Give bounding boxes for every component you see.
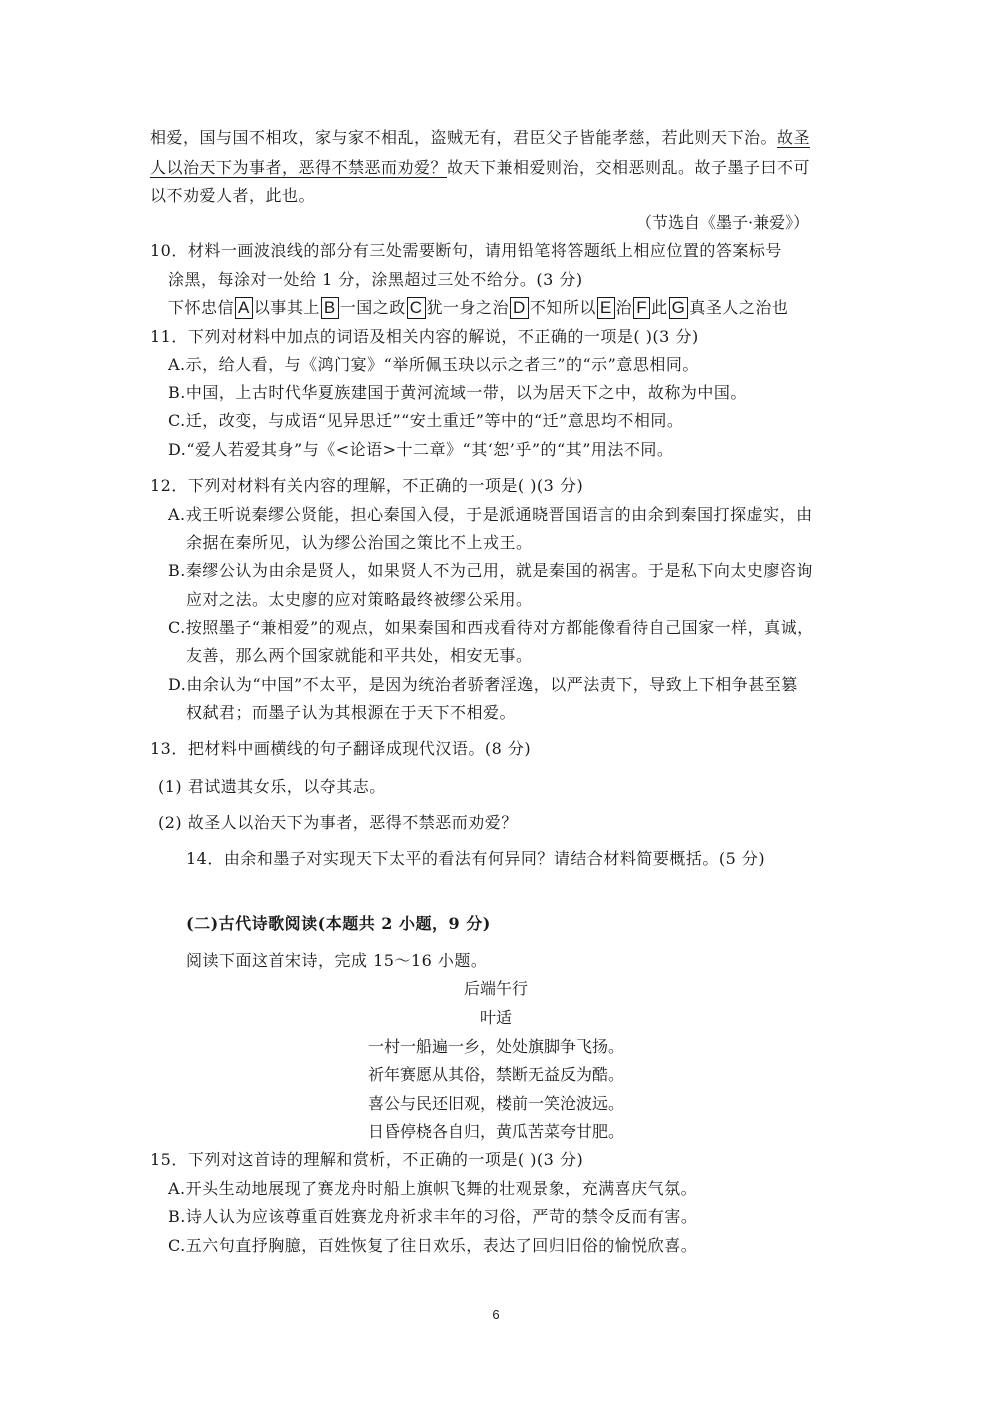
marker-box-b: B	[321, 297, 339, 319]
segment-text: 下怀忠信	[168, 298, 235, 317]
marker-box-e: E	[597, 297, 615, 319]
q12-option-b-line-2: 应对之法。太史廖的应对策略最终被缪公采用。	[186, 590, 533, 609]
poem-title: 后端午行	[463, 979, 528, 998]
segment-text: 真圣人之治也	[689, 298, 789, 317]
segment-text: 犹一身之治	[426, 298, 510, 317]
q12-option-b-line-1: B.秦缪公认为由余是贤人，如果贤人不为己用，就是秦国的祸害。于是私下向太史廖咨询	[168, 561, 813, 580]
q12-option-c-line-2: 友善，那么两个国家就能和平共处，相安无事。	[186, 646, 533, 665]
segment-text: 不知所以	[529, 298, 596, 317]
q11-option-b: B.中国，上古时代华夏族建国于黄河流域一带，以为居天下之中，故称为中国。	[168, 383, 747, 402]
poem-line: 一村一船遍一乡，处处旗脚争飞扬。	[367, 1037, 624, 1056]
q13-sentence-2: (2) 故圣人以治天下为事者，恶得不禁恶而劝爱？	[158, 813, 518, 832]
q15-option-b: B.诗人认为应该尊重百姓赛龙舟祈求丰年的习俗，严苛的禁令反而有害。	[168, 1207, 698, 1226]
section-intro: 阅读下面这首宋诗，完成 15～16 小题。	[186, 951, 488, 970]
passage-line-1	[150, 128, 810, 148]
q12-option-d-line-1: D.由余认为“中国”不太平，是因为统治者骄奢淫逸，以严法责下，导致上下相争甚至篡	[168, 675, 798, 694]
q15-stem: 15．下列对这首诗的理解和赏析，不正确的一项是( )(3 分)	[150, 1150, 584, 1169]
q14-stem: 14．由余和墨子对实现天下太平的看法有何异同？请结合材料简要概括。(5 分)	[186, 849, 766, 868]
q10-segmentation-line	[168, 297, 788, 319]
marker-box-c: C	[407, 297, 426, 319]
q10-stem-line-1: 10．材料一画波浪线的部分有三处需要断句，请用铅笔将答题纸上相应位置的答案标号	[150, 241, 782, 260]
page-number: 6	[492, 1307, 500, 1322]
q15-option-a: A.开头生动地展现了赛龙舟时船上旗帜飞舞的壮观景象，充满喜庆气氛。	[168, 1179, 698, 1198]
q10-stem-line-2: 涂黑，每涂对一处给 1 分，涂黑超过三处不给分。(3 分)	[168, 270, 583, 289]
marker-box-a: A	[235, 297, 253, 319]
q11-option-d: D.“爱人若爱其身”与《<论语>十二章》“其‘恕’乎”的“其”用法不同。	[168, 440, 674, 459]
q12-option-c-line-1: C.按照墨子“兼相爱”的观点，如果秦国和西戎看待对方都能像看待自己国家一样，真诚，	[168, 618, 814, 637]
segment-text: 一国之政	[339, 298, 406, 317]
poem-line: 日昏停桡各自归，黄瓜苦菜夸甘肥。	[367, 1122, 624, 1141]
q11-option-c: C.迁，改变，与成语“见异思迁”“安土重迁”等中的“迁”意思均不相同。	[168, 411, 684, 430]
marker-box-g: G	[669, 297, 689, 319]
q13-sentence-1: (1) 君试遗其女乐，以夺其志。	[158, 777, 386, 796]
q12-option-a-line-2: 余据在秦所见，认为缪公治国之策比不上戎王。	[186, 533, 533, 552]
passage-line-2	[150, 158, 810, 178]
passage-source: （节选自《墨子·兼爱》）	[636, 213, 810, 232]
passage-line-3: 以不劝爱人者，此也。	[150, 186, 316, 205]
poem-line: 喜公与民还旧观，楼前一笑沧波远。	[367, 1094, 624, 1113]
segment-text: 治	[615, 298, 633, 317]
passage-text: 故天下兼相爱则治，交相恶则乱。故子墨子曰不可	[447, 158, 811, 177]
q12-option-d-line-2: 权弑君；而墨子认为其根源在于天下不相爱。	[186, 703, 517, 722]
marker-box-d: D	[510, 297, 529, 319]
section-heading: (二)古代诗歌阅读(本题共 2 小题，9 分)	[186, 914, 491, 933]
underlined-sentence: 人以治天下为事者，恶得不禁恶而劝爱？	[150, 158, 448, 177]
q12-option-a-line-1: A.戎王听说秦缪公贤能，担心秦国入侵，于是派通晓晋国语言的由余到秦国打探虚实，由	[168, 505, 813, 524]
q13-stem: 13．把材料中画横线的句子翻译成现代汉语。(8 分)	[150, 739, 532, 758]
poem-line: 祈年赛愿从其俗，禁断无益反为酷。	[367, 1065, 624, 1084]
q15-option-c: C.五六句直抒胸臆，百姓恢复了往日欢乐，表达了回归旧俗的愉悦欣喜。	[168, 1236, 698, 1255]
underlined-sentence: 故圣	[777, 128, 811, 147]
segment-text: 此	[651, 298, 668, 317]
marker-box-f: F	[633, 297, 650, 319]
poem-author: 叶适	[479, 1008, 512, 1027]
passage-text: 相爱，国与国不相攻，家与家不相乱，盗贼无有，君臣父子皆能孝慈，若此则天下治。	[150, 128, 778, 147]
q11-stem: 11．下列对材料中加点的词语及相关内容的解说，不正确的一项是( )(3 分)	[150, 327, 699, 346]
q11-option-a: A.示，给人看，与《鸿门宴》“举所佩玉玦以示之者三”的“示”意思相同。	[168, 355, 699, 374]
segment-text: 以事其上	[253, 298, 320, 317]
q12-stem: 12．下列对材料有关内容的理解，不正确的一项是( )(3 分)	[150, 476, 584, 495]
